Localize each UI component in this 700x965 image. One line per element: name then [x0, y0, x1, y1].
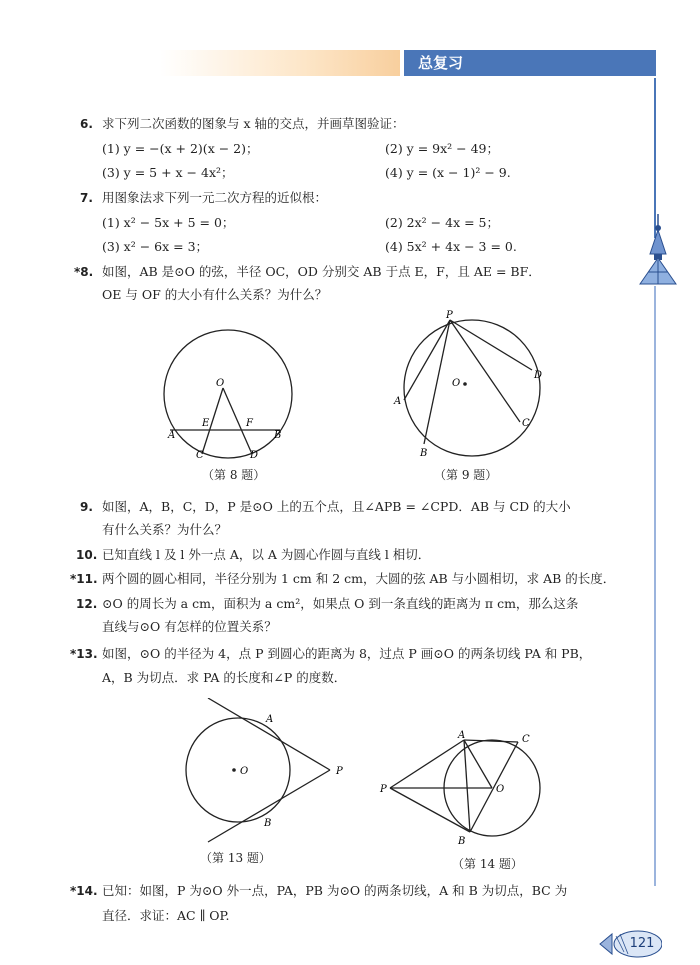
q7-stem: 用图象法求下列一元二次方程的近似根：: [102, 190, 328, 205]
figure-13: [178, 698, 358, 848]
q9-line-1: 如图，A，B，C，D，P 是⊙O 上的五个点，且∠APB = ∠CPD．AB 与 CD 的大小: [102, 499, 571, 514]
fig9-caption: （第 9 题）: [434, 468, 498, 482]
fig14-label-C: C: [522, 734, 530, 745]
q6-part-2: (2) y = 9x² − 49；: [385, 141, 500, 156]
chapter-title: 总复习: [404, 50, 656, 76]
figure-14: [378, 728, 548, 848]
q8-line-1: 如图，AB 是⊙O 的弦，半径 OC，OD 分别交 AB 于点 E，F，且 AE = BF．: [102, 264, 541, 279]
figure-8: [160, 326, 300, 462]
fig9-label-C: C: [522, 418, 530, 429]
fig14-label-B: B: [458, 836, 466, 847]
q13-line-1: 如图，⊙O 的半径为 4，点 P 到圆心的距离为 8，过点 P 画⊙O 的两条切线 PA 和 PB，: [102, 646, 592, 661]
fig8-caption: （第 8 题）: [202, 468, 266, 482]
q13-number: *13.: [70, 647, 98, 661]
q14-number: *14.: [70, 884, 98, 898]
fig9-label-D: D: [534, 370, 543, 381]
fig14-caption: （第 14 题）: [452, 857, 523, 871]
q14-line-2: 直径．求证：AC ∥ OP.: [102, 908, 230, 923]
q12-line-1: ⊙O 的周长为 a cm，面积为 a cm²，如果点 O 到一条直线的距离为 π cm，那么这条: [102, 596, 579, 611]
q13-line-2: A，B 为切点．求 PA 的长度和∠P 的度数．: [102, 670, 347, 685]
fig9-label-A: A: [394, 396, 402, 407]
q8-number: *8.: [74, 265, 94, 279]
q7-part-1: (1) x² − 5x + 5 = 0；: [102, 215, 235, 230]
q10-number: 10.: [76, 548, 98, 562]
q8-line-2: OE 与 OF 的大小有什么关系？为什么？: [102, 287, 328, 302]
q7-part-4: (4) 5x² + 4x − 3 = 0.: [385, 239, 517, 254]
fig9-label-B: B: [420, 448, 428, 459]
q11-number: *11.: [70, 572, 98, 586]
fig13-caption: （第 13 题）: [200, 851, 271, 865]
q7-number: 7.: [80, 191, 93, 205]
fig8-label-E: E: [202, 418, 210, 429]
q7-part-2: (2) 2x² − 4x = 5；: [385, 215, 499, 230]
fig13-label-O: O: [240, 766, 249, 777]
fig8-label-B: B: [274, 430, 282, 441]
fig9-label-P: P: [446, 310, 453, 321]
fig8-label-O: O: [216, 378, 225, 389]
fig13-label-P: P: [336, 766, 343, 777]
q14-line-1: 已知：如图，P 为⊙O 外一点，PA，PB 为⊙O 的两条切线，A 和 B 为切点，BC 为: [102, 883, 568, 898]
q6-part-4: (4) y = (x − 1)² − 9.: [385, 165, 511, 180]
q9-line-2: 有什么关系？为什么？: [102, 522, 228, 537]
q6-part-1: (1) y = −(x + 2)(x − 2)；: [102, 141, 259, 156]
q9-number: 9.: [80, 500, 93, 514]
margin-rule-lower: [654, 286, 656, 886]
q6-stem: 求下列二次函数的图象与 x 轴的交点，并画草图验证：: [102, 116, 405, 131]
q11-text: 两个圆的圆心相同，半径分别为 1 cm 和 2 cm，大圆的弦 AB 与小圆相切，求 AB 的长度．: [102, 571, 616, 586]
fig8-label-F: F: [246, 418, 253, 429]
fig8-label-A: A: [168, 430, 176, 441]
q6-number: 6.: [80, 117, 93, 131]
q6-part-3: (3) y = 5 + x − 4x²；: [102, 165, 234, 180]
fig13-label-B: B: [264, 818, 272, 829]
fig14-label-A: A: [458, 730, 466, 741]
q12-number: 12.: [76, 597, 98, 611]
fig13-label-A: A: [266, 714, 274, 725]
fig8-label-C: C: [196, 450, 204, 461]
fig14-label-O: O: [496, 784, 505, 795]
fig9-label-O: O: [452, 378, 461, 389]
fig8-label-D: D: [250, 450, 259, 461]
page-number: 121: [629, 936, 655, 951]
figure-9: [390, 310, 550, 460]
q12-line-2: 直线与⊙O 有怎样的位置关系？: [102, 619, 277, 634]
q10-text: 已知直线 l 及 l 外一点 A，以 A 为圆心作圆与直线 l 相切．: [102, 547, 431, 562]
header-decor-band: [160, 50, 400, 76]
q7-part-3: (3) x² − 6x = 3；: [102, 239, 209, 254]
tower-icon: [636, 214, 680, 286]
fig14-label-P: P: [380, 784, 387, 795]
